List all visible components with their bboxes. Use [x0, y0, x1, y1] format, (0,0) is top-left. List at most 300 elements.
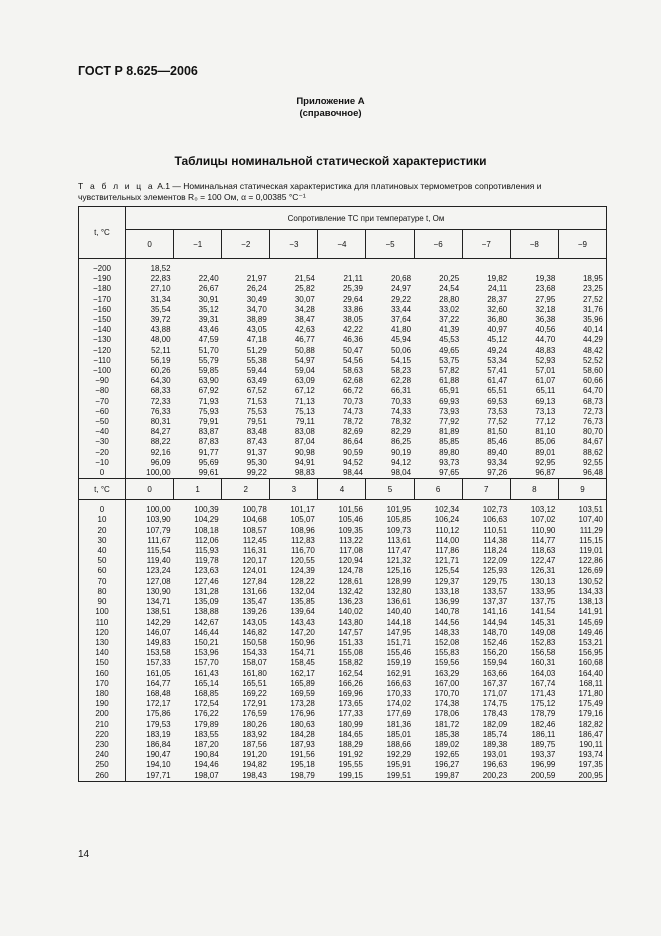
resistance-cell: 199,51: [366, 771, 414, 782]
resistance-cell: 159,56: [434, 658, 460, 668]
column-header: −2: [222, 230, 270, 259]
table-row: [79, 274, 607, 284]
resistance-cell: 24,11: [487, 284, 508, 294]
resistance-cell: 104,68: [242, 515, 267, 525]
resistance-cell: 33,02: [439, 304, 460, 314]
resistance-cell: 181,36: [386, 719, 412, 729]
temperature-cell: 250: [79, 760, 126, 770]
resistance-cell: 164,77: [146, 678, 171, 688]
resistance-cell: 143,43: [290, 617, 315, 627]
resistance-cell: 150,96: [290, 637, 315, 647]
resistance-cell: 87,04: [294, 437, 315, 447]
resistance-cell: 18,95: [558, 274, 606, 284]
resistance-cell: 120,94: [338, 556, 363, 566]
temperature-cell: −150: [79, 315, 126, 325]
resistance-cell: 21,11: [343, 274, 363, 284]
resistance-cell: 162,91: [386, 668, 412, 678]
resistance-cell: 48,83: [535, 345, 556, 355]
resistance-cell: 147,95: [386, 627, 412, 637]
resistance-cell: 37,64: [391, 315, 412, 325]
resistance-cell: 139,64: [290, 607, 315, 617]
resistance-cell: 103,12: [530, 505, 556, 515]
resistance-cell: 172,17: [146, 699, 171, 709]
resistance-cell: 144,18: [386, 617, 412, 627]
resistance-cell: 45,94: [391, 335, 412, 345]
resistance-cell: 38,47: [294, 315, 315, 325]
column-header: 9: [558, 479, 606, 500]
column-header: −9: [558, 230, 606, 259]
resistance-cell: 30,91: [198, 294, 219, 304]
temperature-cell: 130: [79, 638, 126, 648]
column-header: 8: [510, 479, 558, 500]
resistance-cell: 197,71: [126, 771, 174, 782]
table-row: [79, 679, 607, 689]
resistance-cell: 74,33: [391, 406, 412, 416]
resistance-cell: 170,33: [386, 688, 412, 698]
resistance-cell: 43,88: [150, 325, 171, 335]
resistance-cell: 133,57: [482, 586, 508, 596]
resistance-cell: 112,83: [291, 535, 315, 545]
resistance-cell: 129,37: [434, 576, 460, 586]
temperature-cell: 110: [79, 618, 126, 628]
resistance-cell: 168,48: [146, 688, 171, 698]
resistance-cell: 161,43: [194, 668, 219, 678]
resistance-cell: 189,75: [530, 739, 556, 749]
resistance-cell: 107,02: [530, 515, 556, 525]
table-row: [79, 628, 607, 638]
resistance-cell: 153,21: [558, 638, 606, 648]
resistance-cell: 119,40: [146, 556, 171, 566]
resistance-cell: 81,50: [487, 427, 508, 437]
resistance-cell: 128,61: [338, 576, 363, 586]
resistance-cell: 156,95: [558, 648, 606, 658]
resistance-cell: 100,00: [126, 468, 174, 479]
column-header: 3: [270, 479, 318, 500]
resistance-cell: 24,54: [439, 284, 460, 294]
resistance-cell: 65,11: [535, 386, 556, 396]
resistance-cell: 48,42: [558, 346, 606, 356]
resistance-cell: 149,08: [530, 627, 556, 637]
resistance-cell: 57,01: [535, 366, 556, 376]
resistance-table: [78, 206, 607, 782]
resistance-cell: 163,66: [482, 668, 508, 678]
resistance-cell: 171,43: [530, 688, 556, 698]
resistance-cell: 40,97: [487, 325, 508, 335]
resistance-cell: 86,64: [342, 437, 363, 447]
resistance-cell: 65,91: [439, 386, 460, 396]
temperature-cell: 40: [79, 546, 126, 556]
resistance-cell: 196,99: [530, 760, 556, 770]
resistance-cell: [318, 264, 366, 274]
table-row: [79, 740, 607, 750]
resistance-cell: 144,56: [434, 617, 460, 627]
resistance-cell: [366, 264, 414, 274]
resistance-cell: 31,76: [558, 305, 606, 315]
temperature-cell: −70: [79, 397, 126, 407]
table-row: [79, 515, 607, 525]
resistance-cell: [174, 264, 222, 274]
temperature-cell: 10: [79, 515, 126, 525]
column-header: 1: [174, 479, 222, 500]
resistance-cell: 47,18: [246, 335, 267, 345]
temperature-cell: −100: [79, 366, 126, 376]
table-row: [79, 427, 607, 437]
resistance-cell: 75,53: [246, 406, 267, 416]
resistance-cell: 116,70: [291, 546, 315, 556]
resistance-cell: 27,10: [150, 284, 171, 294]
resistance-cell: 145,69: [558, 618, 606, 628]
resistance-cell: 115,54: [146, 546, 171, 556]
resistance-cell: 152,46: [482, 637, 508, 647]
resistance-cell: 43,05: [246, 325, 267, 335]
resistance-cell: 38,05: [342, 315, 363, 325]
resistance-cell: 183,55: [194, 729, 219, 739]
resistance-cell: 67,12: [294, 386, 315, 396]
table-row: [79, 468, 607, 479]
resistance-cell: 134,33: [558, 587, 606, 597]
temperature-cell: −80: [79, 386, 126, 396]
table-row: [79, 597, 607, 607]
caption-line-2: чувствительных элементов R₀ = 100 Ом, α = 0,00385 °C⁻¹: [78, 192, 306, 202]
table-body: [79, 207, 607, 782]
resistance-cell: 196,27: [434, 760, 460, 770]
resistance-cell: 175,86: [146, 709, 171, 719]
resistance-cell: 136,23: [338, 597, 363, 607]
resistance-cell: 102,34: [434, 505, 460, 515]
resistance-cell: 100,39: [194, 505, 219, 515]
resistance-cell: 130,13: [530, 576, 556, 586]
temperature-cell: −180: [79, 284, 126, 294]
resistance-cell: 130,52: [558, 577, 606, 587]
resistance-cell: 131,66: [242, 586, 267, 596]
resistance-cell: 135,47: [242, 597, 267, 607]
resistance-cell: 71,13: [294, 396, 315, 406]
resistance-cell: 198,43: [222, 771, 270, 782]
resistance-cell: 122,47: [530, 556, 556, 566]
resistance-cell: 111,67: [147, 535, 171, 545]
resistance-cell: 94,52: [342, 457, 363, 467]
resistance-cell: 192,65: [434, 750, 460, 760]
resistance-cell: 123,63: [194, 566, 219, 576]
resistance-cell: 152,08: [434, 637, 460, 647]
resistance-cell: 135,85: [290, 597, 315, 607]
resistance-cell: 85,46: [487, 437, 508, 447]
resistance-cell: 146,07: [146, 627, 171, 637]
resistance-cell: 28,37: [487, 294, 508, 304]
resistance-cell: 120,17: [242, 556, 267, 566]
resistance-cell: 50,47: [342, 345, 363, 355]
resistance-cell: 61,47: [487, 376, 508, 386]
column-header: −3: [270, 230, 318, 259]
resistance-cell: 188,29: [338, 739, 363, 749]
resistance-cell: 105,07: [290, 515, 315, 525]
resistance-cell: [414, 264, 462, 274]
resistance-cell: 42,22: [342, 325, 363, 335]
resistance-cell: 138,88: [194, 607, 219, 617]
resistance-cell: 58,23: [391, 366, 412, 376]
resistance-cell: 64,30: [150, 376, 171, 386]
resistance-cell: 106,63: [482, 515, 508, 525]
resistance-cell: 169,59: [290, 688, 315, 698]
table-row: [79, 366, 607, 376]
resistance-cell: 26,67: [198, 284, 219, 294]
resistance-cell: 86,25: [391, 437, 412, 447]
resistance-cell: 185,74: [482, 729, 508, 739]
resistance-cell: 178,79: [530, 709, 556, 719]
resistance-cell: 127,46: [194, 576, 219, 586]
resistance-cell: 77,12: [535, 417, 556, 427]
resistance-cell: 62,28: [391, 376, 412, 386]
resistance-cell: 44,70: [535, 335, 556, 345]
resistance-cell: 89,01: [535, 447, 556, 457]
resistance-cell: 91,37: [246, 447, 267, 457]
resistance-cell: 98,83: [270, 468, 318, 479]
resistance-cell: 25,39: [342, 284, 363, 294]
resistance-cell: 108,18: [194, 525, 219, 535]
resistance-cell: 22,83: [150, 274, 171, 284]
resistance-cell: 63,49: [246, 376, 267, 386]
resistance-cell: 103,90: [146, 515, 171, 525]
resistance-cell: 128,22: [290, 576, 315, 586]
resistance-cell: 100,78: [242, 505, 267, 515]
resistance-cell: 117,86: [435, 546, 460, 556]
resistance-cell: 194,10: [146, 760, 171, 770]
resistance-cell: 32,18: [535, 304, 556, 314]
resistance-cell: 131,28: [194, 586, 219, 596]
resistance-cell: 175,12: [530, 699, 556, 709]
resistance-cell: 94,12: [391, 457, 412, 467]
resistance-cell: 78,32: [391, 417, 412, 427]
resistance-cell: 195,91: [386, 760, 412, 770]
resistance-cell: 171,80: [558, 689, 606, 699]
resistance-cell: 33,44: [391, 304, 412, 314]
resistance-cell: 109,35: [338, 525, 363, 535]
resistance-cell: 51,70: [198, 345, 219, 355]
resistance-cell: 119,78: [194, 556, 219, 566]
temperature-cell: −140: [79, 325, 126, 335]
resistance-cell: 53,75: [439, 355, 460, 365]
column-header: 4: [318, 479, 366, 500]
resistance-cell: 31,34: [150, 294, 171, 304]
resistance-cell: 88,22: [150, 437, 171, 447]
resistance-cell: 54,56: [342, 355, 363, 365]
resistance-cell: 80,31: [150, 417, 171, 427]
column-header: 2: [222, 479, 270, 500]
resistance-cell: 174,02: [386, 699, 412, 709]
resistance-cell: 142,67: [194, 617, 219, 627]
resistance-cell: 71,93: [198, 396, 219, 406]
resistance-cell: 137,37: [482, 597, 508, 607]
resistance-cell: 132,04: [290, 586, 315, 596]
resistance-cell: 157,33: [146, 658, 171, 668]
resistance-cell: 73,53: [487, 406, 508, 416]
resistance-cell: 88,62: [558, 448, 606, 458]
resistance-cell: 46,36: [342, 335, 363, 345]
resistance-cell: 67,52: [246, 386, 267, 396]
resistance-cell: 181,72: [434, 719, 460, 729]
resistance-cell: 66,72: [342, 386, 363, 396]
resistance-cell: 125,16: [386, 566, 412, 576]
resistance-cell: 87,83: [198, 437, 219, 447]
temperature-cell: −10: [79, 458, 126, 468]
resistance-cell: 84,67: [558, 437, 606, 447]
resistance-cell: 167,74: [530, 678, 556, 688]
resistance-cell: 112,06: [194, 535, 219, 545]
resistance-cell: 192,29: [386, 750, 412, 760]
resistance-cell: 22,40: [198, 274, 219, 284]
resistance-cell: 77,92: [439, 417, 460, 427]
resistance-cell: 156,58: [530, 648, 556, 658]
resistance-cell: 150,21: [194, 637, 219, 647]
resistance-cell: 107,40: [558, 515, 606, 525]
resistance-cell: 54,15: [391, 355, 412, 365]
resistance-cell: 129,75: [482, 576, 508, 586]
resistance-cell: 39,31: [198, 315, 219, 325]
resistance-cell: 186,11: [531, 729, 556, 739]
resistance-cell: 198,79: [270, 771, 318, 782]
resistance-cell: 139,26: [242, 607, 267, 617]
resistance-cell: 43,46: [198, 325, 219, 335]
resistance-cell: 27,52: [558, 295, 606, 305]
resistance-cell: 118,24: [483, 546, 508, 556]
resistance-cell: 33,86: [342, 304, 363, 314]
table-caption: [78, 181, 608, 203]
temperature-cell: 120: [79, 628, 126, 638]
resistance-cell: 83,87: [198, 427, 219, 437]
resistance-cell: 118,63: [531, 546, 556, 556]
temperature-cell: −110: [79, 356, 126, 366]
resistance-cell: 179,16: [558, 709, 606, 719]
resistance-cell: 72,33: [150, 396, 171, 406]
resistance-cell: 185,01: [386, 729, 412, 739]
resistance-cell: 149,46: [558, 628, 606, 638]
resistance-cell: 137,75: [530, 597, 556, 607]
annex-title: Приложение А: [296, 96, 365, 107]
table-row: [79, 346, 607, 356]
resistance-cell: 113,61: [387, 535, 412, 545]
resistance-cell: 51,29: [246, 345, 267, 355]
resistance-cell: 176,59: [242, 709, 267, 719]
resistance-cell: 110,12: [435, 525, 460, 535]
resistance-cell: 133,95: [530, 586, 556, 596]
resistance-cell: 184,65: [338, 729, 363, 739]
resistance-cell: 50,88: [294, 345, 315, 355]
resistance-cell: 124,39: [290, 566, 315, 576]
resistance-cell: 93,34: [487, 457, 508, 467]
resistance-cell: 63,09: [294, 376, 315, 386]
resistance-cell: 85,06: [535, 437, 556, 447]
table-row: [79, 771, 607, 782]
resistance-cell: 114,77: [531, 535, 556, 545]
resistance-cell: 183,19: [146, 729, 171, 739]
resistance-cell: 153,96: [194, 648, 219, 658]
table-row: [79, 407, 607, 417]
resistance-cell: 34,28: [294, 304, 315, 314]
resistance-cell: 160,31: [530, 658, 556, 668]
temperature-cell: −190: [79, 274, 126, 284]
column-header: −1: [174, 230, 222, 259]
table-row: [79, 709, 607, 719]
resistance-cell: 148,33: [434, 627, 460, 637]
resistance-cell: 195,55: [338, 760, 363, 770]
resistance-cell: 85,85: [439, 437, 460, 447]
resistance-cell: 180,63: [290, 719, 315, 729]
document-code: ГОСТ Р 8.625—2006: [78, 64, 198, 78]
resistance-cell: 123,24: [146, 566, 171, 576]
resistance-cell: 23,25: [558, 284, 606, 294]
resistance-cell: 92,55: [558, 458, 606, 468]
resistance-cell: 158,45: [290, 658, 315, 668]
resistance-cell: 140,40: [386, 607, 412, 617]
resistance-cell: 92,95: [535, 457, 556, 467]
resistance-cell: 140,02: [338, 607, 363, 617]
resistance-cell: 178,43: [482, 709, 508, 719]
temperature-cell: −60: [79, 407, 126, 417]
resistance-cell: 96,48: [558, 468, 606, 479]
temperature-cell: 100: [79, 607, 126, 617]
column-header: 0: [126, 479, 174, 500]
resistance-cell: 134,71: [146, 597, 171, 607]
resistance-cell: 143,05: [242, 617, 267, 627]
table-row: [79, 730, 607, 740]
resistance-cell: 173,65: [338, 699, 363, 709]
resistance-cell: 37,22: [439, 315, 460, 325]
resistance-cell: 49,24: [487, 345, 508, 355]
resistance-cell: 105,46: [338, 515, 363, 525]
resistance-cell: 114,38: [483, 535, 508, 545]
resistance-cell: 40,56: [535, 325, 556, 335]
resistance-cell: 194,82: [242, 760, 267, 770]
resistance-cell: 53,34: [487, 355, 508, 365]
resistance-cell: 138,13: [558, 597, 606, 607]
resistance-cell: 89,40: [487, 447, 508, 457]
resistance-cell: 110,51: [483, 525, 508, 535]
resistance-cell: 21,97: [246, 274, 267, 284]
t-header-cell: t, °C: [79, 207, 126, 259]
resistance-cell: 160,68: [558, 658, 606, 668]
resistance-cell: 171,07: [482, 688, 508, 698]
resistance-cell: 29,22: [391, 294, 412, 304]
resistance-cell: 196,63: [482, 760, 508, 770]
resistance-cell: [558, 264, 606, 274]
table-row: [79, 264, 607, 274]
resistance-cell: 140,78: [434, 607, 460, 617]
resistance-cell: 60,26: [150, 366, 171, 376]
resistance-cell: 200,59: [510, 771, 558, 782]
resistance-cell: 26,24: [246, 284, 267, 294]
resistance-cell: 72,73: [558, 407, 606, 417]
resistance-cell: 113,22: [339, 535, 363, 545]
temperature-cell: 50: [79, 556, 126, 566]
resistance-cell: 32,60: [487, 304, 508, 314]
resistance-cell: 155,46: [386, 648, 412, 658]
resistance-cell: 154,71: [290, 648, 315, 658]
resistance-cell: 19,38: [535, 274, 556, 284]
temperature-cell: 0: [79, 505, 126, 515]
resistance-cell: 191,92: [338, 750, 363, 760]
resistance-cell: 149,83: [146, 637, 171, 647]
resistance-cell: 161,80: [242, 668, 267, 678]
resistance-cell: 187,93: [290, 739, 315, 749]
resistance-cell: 23,68: [535, 284, 556, 294]
resistance-cell: 30,49: [246, 294, 267, 304]
resistance-cell: 119,01: [558, 546, 606, 556]
table-row: [79, 505, 607, 515]
table-row: [79, 720, 607, 730]
temperature-cell: 60: [79, 566, 126, 576]
resistance-cell: 189,38: [482, 739, 508, 749]
resistance-cell: 98,44: [318, 468, 366, 479]
